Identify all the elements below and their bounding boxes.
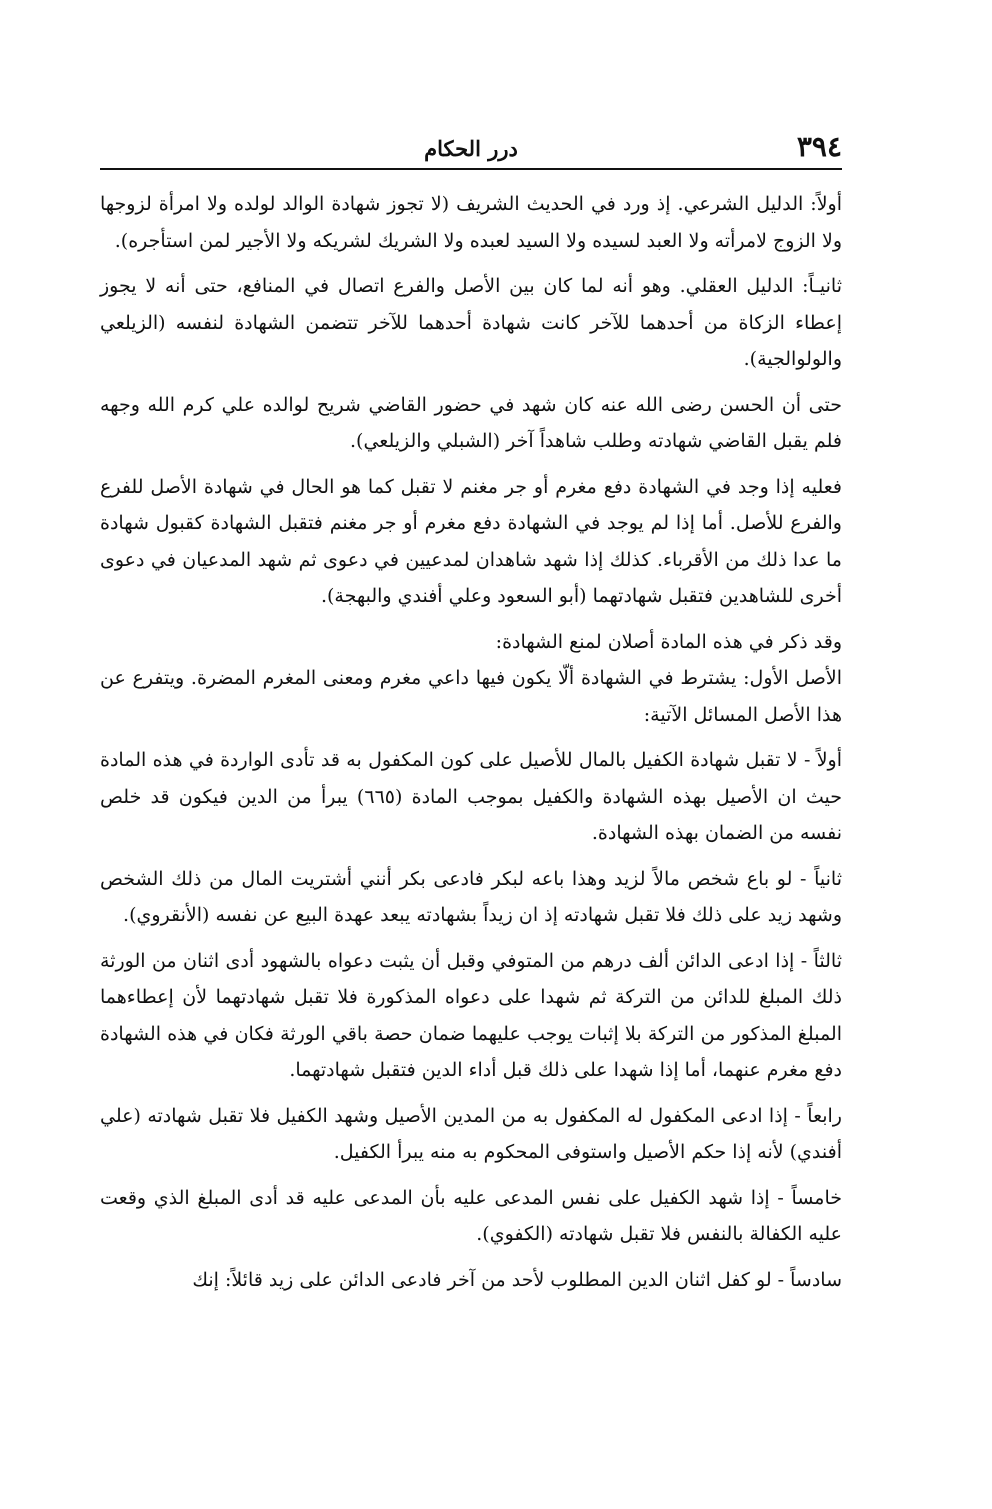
body-text	[100, 186, 842, 1298]
paragraph-two-principles: وقد ذكر في هذه المادة أصلان لمنع الشهادة:	[495, 630, 842, 653]
paragraph-case-4: رابعاً - إذا ادعى المكفول له المكفول به من المدين الأصيل وشهد الكفيل فلا تقبل شهادته (علي أفندي) لأنه إذا حكم الأصيل واستوفى المحكوم به منه يبرأ الكفيل.	[100, 1104, 842, 1163]
book-title: درر الحكام	[424, 136, 518, 161]
paragraph-case-1: أولاً - لا تقبل شهادة الكفيل بالمال للأصيل على كون المكفول به قد تأدى الواردة في هذه المادة حيث ان الأصيل بهذه الشهادة والكفيل بموجب المادة (٦٦٥) يبرأ من الدين فيكون قد خلص نفسه من الضمان بهذه الشهادة.	[100, 749, 843, 844]
paragraph-first-principle: الأصل الأول: يشترط في الشهادة ألّا يكون فيها داعي مغرم ومعنى المغرم المضرة. ويتفرع عن هذا الأصل المسائل الآتية:	[100, 667, 842, 726]
page-number: ٣٩٤	[796, 130, 842, 163]
paragraph-case-6: سادساً - لو كفل اثنان الدين المطلوب لأحد من آخر فادعى الدائن على زيد قائلاً: إنك	[192, 1268, 842, 1291]
paragraph-first-evidence: أولاً: الدليل الشرعي. إذ ورد في الحديث الشريف (لا تجوز شهادة الوالد لولده ولا امرأة لزوجها ولا الزوج لامرأته ولا العبد لسيده ولا السيد لعبده ولا الشريك لشريكه ولا الأجير لمن استأجره).	[100, 193, 842, 252]
paragraph-hasan-story: حتى أن الحسن رضى الله عنه كان شهد في حضور القاضي شريح لوالده علي كرم الله وجهه فلم يقبل القاضي شهادته وطلب شاهداً آخر (الشبلي والزيلعي).	[100, 393, 842, 452]
paragraph-case-3: ثالثاً - إذا ادعى الدائن ألف درهم من المتوفي وقبل أن يثبت دعواه بالشهود أدى اثنان من الورثة ذلك المبلغ للدائن من التركة ثم شهدا على دعواه المذكورة فلا تقبل شهادتهما لأن إعطاءهما المبلغ المذكور من التركة بلا إثبات يوجب عليهما ضمان حصة باقي الورثة فكان في هذه الشهادة دفع مغرم عنهما، أما إذا شهدا على ذلك قبل أداء الدين فتقبل شهادتهما.	[100, 949, 842, 1081]
paragraph-case-2: ثانياً - لو باع شخص مالاً لزيد وهذا باعه لبكر فادعى بكر أنني أشتريت المال من ذلك الشخص وشهد زيد على ذلك فلا تقبل شهادته إذ ان زيداً بشهادته يبعد عهدة البيع عن نفسه (الأنقروي).	[100, 867, 842, 926]
page-header	[100, 128, 842, 170]
document-page	[100, 128, 842, 1307]
paragraph-consequence: فعليه إذا وجد في الشهادة دفع مغرم أو جر مغنم لا تقبل كما هو الحال في شهادة الأصل للفرع والفرع للأصل. أما إذا لم يوجد في الشهادة دفع مغرم أو جر مغنم فتقبل الشهادة كقبول شهادة ما عدا ذلك من الأقرباء. كذلك إذا شهد شاهدان لمدعيين في دعوى ثم شهد المدعيان في دعوى أخرى للشاهدين فتقبل شهادتهما (أبو السعود وعلي أفندي والبهجة).	[100, 475, 842, 607]
paragraph-second-evidence: ثانيـاً: الدليل العقلي. وهو أنه لما كان بين الأصل والفرع اتصال في المنافع، حتى أنه لا يجوز إعطاء الزكاة من أحدهما للآخر كانت شهادة أحدهما للآخر تتضمن الشهادة لنفسه (الزيلعي والولوالجية).	[100, 275, 842, 370]
paragraph-case-5: خامساً - إذا شهد الكفيل على نفس المدعى عليه بأن المدعى عليه قد أدى المبلغ الذي وقعت عليه الكفالة بالنفس فلا تقبل شهادته (الكفوي).	[100, 1186, 842, 1245]
